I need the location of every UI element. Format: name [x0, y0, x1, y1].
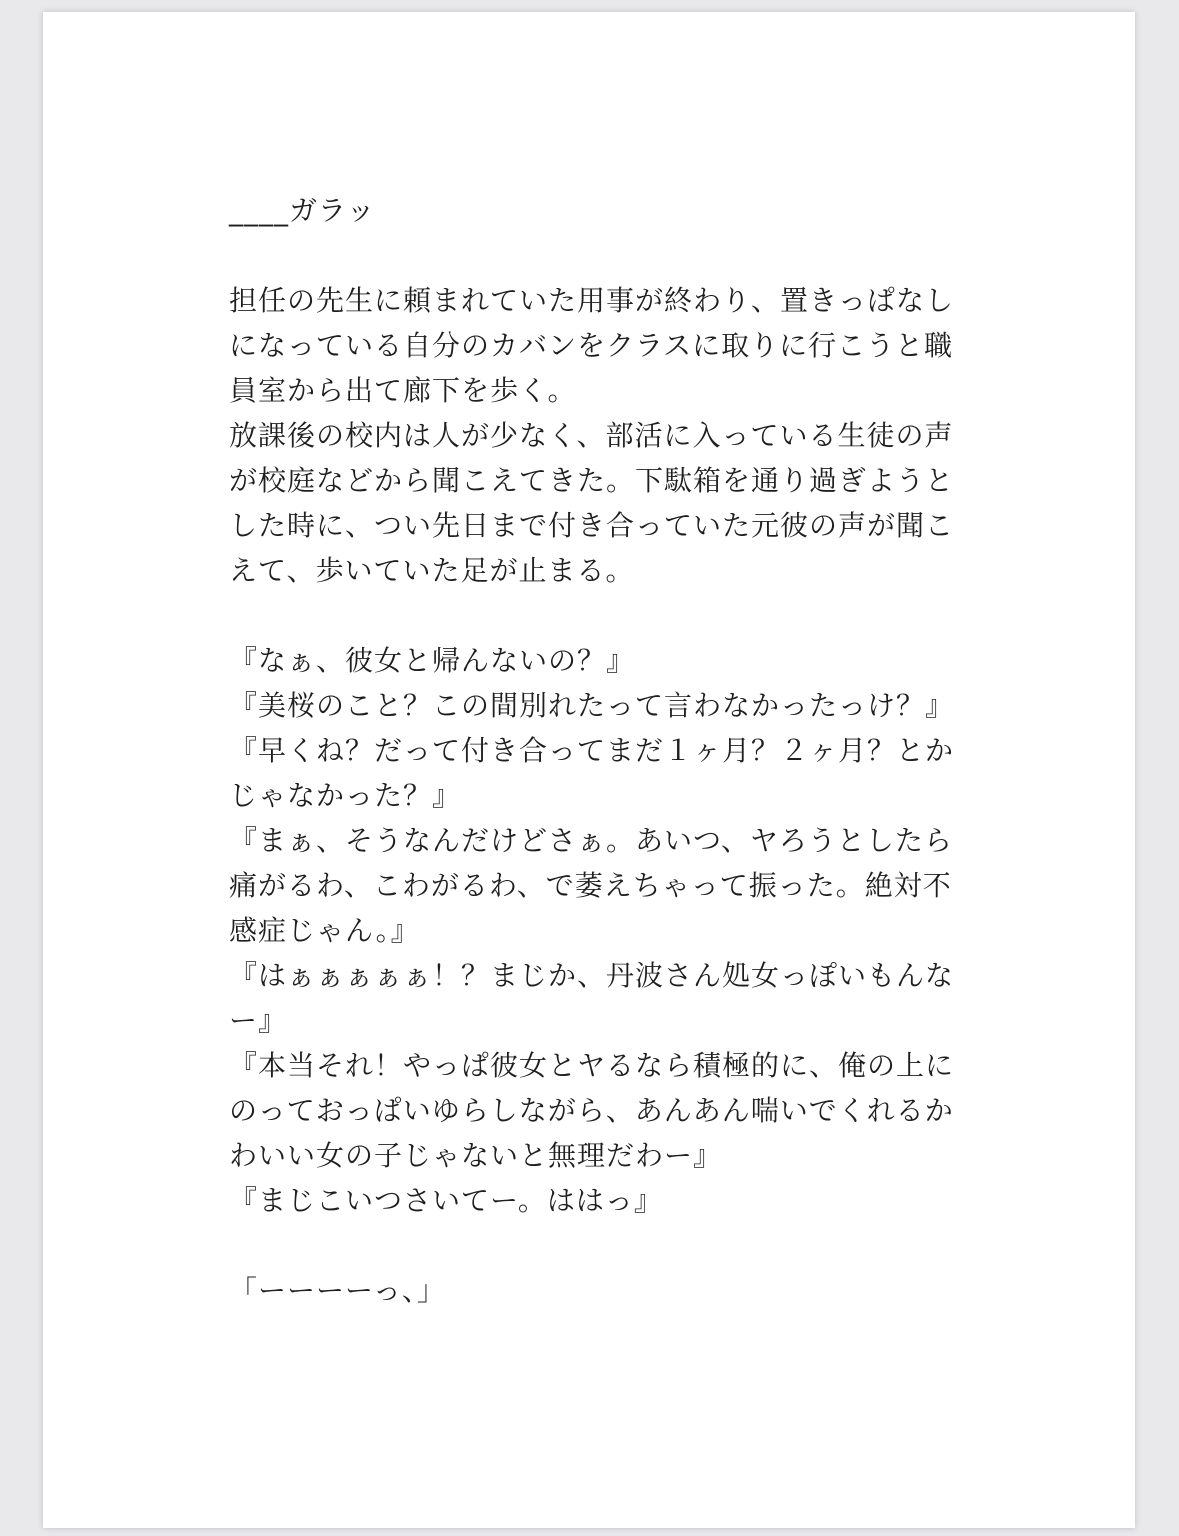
- text-line: した時に、つい先日まで付き合っていた元彼の声が聞こ: [229, 509, 955, 542]
- text-line: のっておっぱいゆらしながら、あんあん喘いでくれるか: [229, 1094, 954, 1127]
- text-line: になっている自分のカバンをクラスに取りに行こうと職: [229, 329, 954, 362]
- document-page: [43, 12, 1135, 1528]
- text-line: 『まじこいつさいてー。ははっ』: [229, 1184, 663, 1217]
- text-line: わいい女の子じゃないと無理だわー』: [229, 1139, 723, 1172]
- text-line: が校庭などから聞こえてきた。下駄箱を通り過ぎようと: [229, 464, 955, 497]
- document-body: [229, 188, 969, 1313]
- text-line: 『なぁ、彼女と帰んないの？』: [229, 644, 636, 677]
- text-line: じゃなかった？』: [229, 779, 462, 812]
- text-line: 『早くね？だって付き合ってまだ１ヶ月？２ヶ月？とか: [229, 734, 955, 767]
- text-line: 担任の先生に頼まれていた用事が終わり、置きっぱなし: [229, 284, 955, 317]
- text-line: ____ガラッ: [229, 194, 376, 227]
- text-line: 『まぁ、そうなんだけどさぁ。あいつ、ヤろうとしたら: [229, 824, 953, 857]
- text-line: ー』: [229, 1004, 288, 1037]
- text-line: 「ーーーーっ、」: [229, 1274, 446, 1307]
- text-line: 員室から出て廊下を歩く。: [229, 374, 577, 407]
- text-line: 『はぁぁぁぁぁ！？まじか、丹波さん処女っぽいもんな: [229, 959, 955, 992]
- blank-line: [229, 593, 969, 638]
- text-line: 痛がるわ、こわがるわ、で萎えちゃって振った。絶対不: [229, 869, 952, 902]
- blank-line: [229, 233, 969, 278]
- text-line: 感症じゃん。』: [229, 914, 420, 947]
- blank-line: [229, 1223, 969, 1268]
- text-line: 放課後の校内は人が少なく、部活に入っている生徒の声: [229, 419, 954, 452]
- text-line: 『美桜のこと？この間別れたって言わなかったっけ？』: [229, 689, 955, 722]
- text-line: 『本当それ！やっぱ彼女とヤるなら積極的に、俺の上に: [229, 1049, 955, 1082]
- text-line: えて、歩いていた足が止まる。: [229, 554, 635, 587]
